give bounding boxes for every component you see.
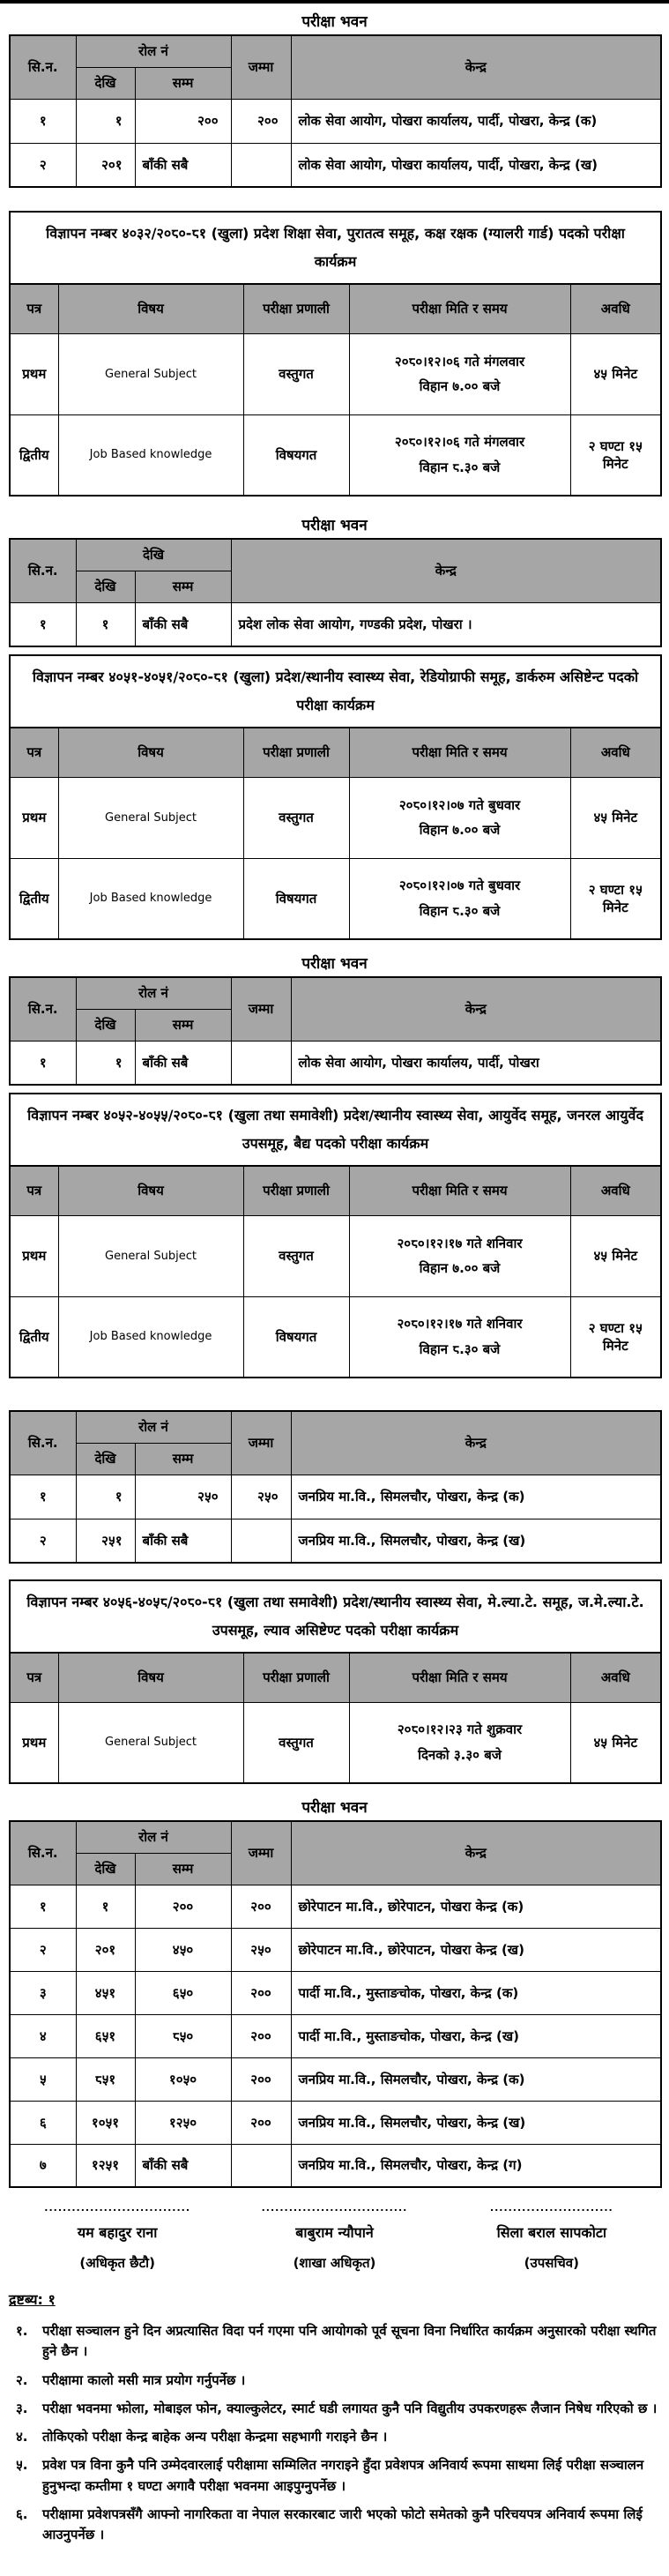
signatory-name: यम बहादुर राना <box>77 2224 158 2241</box>
cell-roll-from: १ <box>76 99 135 143</box>
note-text: परीक्षामा कालो मसी मात्र प्रयोग गर्नुपर्नेछ । <box>42 2371 246 2388</box>
exam-hall-table-3 <box>9 976 662 1086</box>
cell-exam-system: वस्तुगत <box>243 1702 349 1783</box>
cell-total: २५० <box>231 1928 291 1971</box>
header-duration: अवधि <box>570 1653 661 1702</box>
cell-duration: २ घण्टा १५ मिनेट <box>570 858 661 939</box>
table-row <box>10 1971 661 2014</box>
exam-hall-title: परीक्षा भवन <box>301 13 368 31</box>
header-total: जम्मा <box>231 1411 291 1475</box>
note-text: परीक्षा सञ्चालन हुने दिन अप्रत्यासित विदा पर्न गएमा पनि आयोगको पूर्व सूचना विना निर्धारित कार्यक्रम अनुसारको परीक्षा स्थगित हुने छैन । <box>42 2323 657 2360</box>
table-row <box>10 602 661 646</box>
note-number: १. <box>16 2323 28 2339</box>
cell-subject: General Subject <box>58 1215 243 1296</box>
cell-total <box>231 1041 291 1085</box>
cell-sn: ७ <box>10 2144 76 2187</box>
cell-total: २०० <box>231 99 291 143</box>
cell-roll-to: ४५० <box>135 1928 231 1971</box>
cell-exam-date-time <box>349 1702 570 1783</box>
cell-total: २०० <box>231 1971 291 2014</box>
header-paper: पत्र <box>10 1166 58 1215</box>
table-row <box>10 1041 661 1085</box>
table-row <box>10 2101 661 2144</box>
cell-duration: ४५ मिनेट <box>570 333 661 414</box>
exam-date: २०८०।१२।१७ गते शनिवार <box>397 1235 523 1251</box>
cell-subject: Job Based knowledge <box>58 1296 243 1378</box>
exam-date: २०८०।१२।०६ गते मंगलवार <box>394 353 525 370</box>
header-exam-date-time: परीक्षा मिति र समय <box>349 284 570 333</box>
cell-total: २०० <box>231 2057 291 2101</box>
note-number: ३. <box>16 2400 28 2416</box>
cell-roll-from: ८५१ <box>76 2057 135 2101</box>
cell-sn: ३ <box>10 1971 76 2014</box>
header-row <box>10 284 661 333</box>
cell-roll-to: बाँकी सबै <box>135 143 231 187</box>
table-row <box>10 1475 661 1519</box>
exam-hall-title: परीक्षा भवन <box>301 517 368 534</box>
header-sn: सि.न. <box>10 977 76 1041</box>
header-to: सम्म <box>135 67 231 99</box>
cell-center: जनप्रिय मा.वि., सिमलचौर, पोखरा, केन्द्र (ख) <box>291 2101 661 2144</box>
header-row <box>10 539 661 571</box>
cell-total: २०० <box>231 2101 291 2144</box>
header-roll-no: रोल नं <box>76 1411 231 1443</box>
cell-exam-date-time <box>349 414 570 496</box>
exam-date: २०८०।१२।०६ गते मंगलवार <box>394 434 525 451</box>
cell-center: छोरेपाटन मा.वि., छोरेपाटन, पोखरा केन्द्र (क) <box>291 1885 661 1928</box>
exam-hall-table-5 <box>9 1820 662 2188</box>
advert-section-2 <box>9 654 662 940</box>
cell-total <box>231 143 291 187</box>
header-total: जम्मा <box>231 35 291 99</box>
table-row <box>10 1928 661 1971</box>
cell-subject: General Subject <box>58 777 243 858</box>
cell-sn: ५ <box>10 2057 76 2101</box>
cell-center: पार्दी मा.वि., मुस्ताङचोक, पोखरा, केन्द्र (ख) <box>291 2014 661 2057</box>
header-sn: सि.न. <box>10 35 76 99</box>
signature <box>9 2202 226 2272</box>
exam-hall-table-1 <box>9 34 662 188</box>
header-paper: पत्र <box>10 728 58 777</box>
signatory-designation: (उपसचिव) <box>524 2255 579 2271</box>
cell-duration: ४५ मिनेट <box>570 1215 661 1296</box>
signature-block <box>9 2202 660 2272</box>
cell-exam-date-time <box>349 777 570 858</box>
table-row <box>10 2057 661 2101</box>
cell-exam-date-time <box>349 333 570 414</box>
header-exam-date-time: परीक्षा मिति र समय <box>349 1653 570 1702</box>
advert-section-3 <box>9 1093 662 1378</box>
cell-sn: १ <box>10 1041 76 1085</box>
header-exam-system: परीक्षा प्रणाली <box>243 284 349 333</box>
cell-center: लोक सेवा आयोग, पोखरा कार्यालय, पार्दी, पोखरा, केन्द्र (क) <box>291 99 661 143</box>
exam-date: २०८०।१२।२३ गते शुक्रवार <box>397 1721 523 1738</box>
table-row <box>10 1885 661 1928</box>
note-text: तोकिएको परीक्षा केन्द्र बाहेक अन्य परीक्षा केन्द्रमा सहभागी गराइने छैन । <box>42 2429 388 2445</box>
note-item <box>9 2321 660 2363</box>
exam-time: विहान ७.०० बजे <box>419 1260 501 1276</box>
advert-heading-row <box>10 1580 661 1653</box>
advert-heading: विज्ञापन नम्बर ४०५२-४०५५/२०८०-८१ (खुला तथा समावेशी) प्रदेश/स्थानीय स्वास्थ्य सेवा, आयुर्वेद समूह, जनरल आयुर्वेद उपसमूह, बैद्य पदको परीक्षा कार्यक्रम <box>10 1094 661 1166</box>
cell-sn: २ <box>10 143 76 187</box>
note-item <box>9 2371 660 2391</box>
header-row <box>10 1653 661 1702</box>
header-duration: अवधि <box>570 284 661 333</box>
cell-center: पार्दी मा.वि., मुस्ताङचोक, पोखरा, केन्द्र (क) <box>291 1971 661 2014</box>
signatory-designation: (अधिकृत छैटौ) <box>79 2255 155 2271</box>
cell-roll-from: २०१ <box>76 143 135 187</box>
table-row <box>10 414 661 496</box>
header-from: देखि <box>76 1443 135 1475</box>
note-item <box>9 2427 660 2447</box>
header-center: केन्द्र <box>231 539 661 602</box>
header-row <box>10 1411 661 1443</box>
table-row <box>10 1215 661 1296</box>
cell-paper: द्वितीय <box>10 858 58 939</box>
header-to: सम्म <box>135 571 231 602</box>
exam-time: विहान ८.३० बजे <box>419 902 501 919</box>
header-to: सम्म <box>135 1853 231 1885</box>
advert-heading-row <box>10 1094 661 1166</box>
note-number: ५. <box>16 2457 28 2474</box>
cell-roll-from: १ <box>76 1041 135 1085</box>
header-from: देखि <box>76 571 135 602</box>
signature-dotted-line: ........................... <box>489 2202 613 2214</box>
cell-paper: द्वितीय <box>10 1296 58 1378</box>
advert-heading-row <box>10 655 661 728</box>
cell-roll-from: १२५१ <box>76 2144 135 2187</box>
cell-exam-system: वस्तुगत <box>243 333 349 414</box>
cell-exam-date-time <box>349 858 570 939</box>
note-item <box>9 2505 660 2546</box>
cell-exam-system: विषयगत <box>243 858 349 939</box>
cell-roll-to: २०० <box>135 1885 231 1928</box>
notes-list <box>9 2321 660 2545</box>
exam-hall-table-4 <box>9 1410 662 1564</box>
cell-paper: प्रथम <box>10 1702 58 1783</box>
cell-roll-to: १०५० <box>135 2057 231 2101</box>
signatory-name: बाबुराम न्यौपाने <box>295 2224 374 2241</box>
cell-exam-system: वस्तुगत <box>243 777 349 858</box>
header-center: केन्द्र <box>291 1411 661 1475</box>
cell-center: जनप्रिय मा.वि., सिमलचौर, पोखरा, केन्द्र (क) <box>291 2057 661 2101</box>
cell-roll-from: २०१ <box>76 1928 135 1971</box>
cell-roll-from: १ <box>76 1885 135 1928</box>
cell-center: प्रदेश लोक सेवा आयोग, गण्डकी प्रदेश, पोखरा । <box>231 602 661 646</box>
table-row <box>10 2014 661 2057</box>
cell-sn: १ <box>10 99 76 143</box>
cell-sn: १ <box>10 602 76 646</box>
header-roll-no: रोल नं <box>76 35 231 67</box>
table-row <box>10 858 661 939</box>
header-roll-no: देखि <box>76 539 231 571</box>
exam-date: २०८०।१२।०७ गते बुधवार <box>398 877 521 894</box>
note-number: २. <box>16 2371 28 2388</box>
table-row <box>10 99 661 143</box>
header-to: सम्म <box>135 1009 231 1041</box>
cell-roll-to: २०० <box>135 99 231 143</box>
exam-time: विहान ७.०० बजे <box>419 378 501 394</box>
header-center: केन्द्र <box>291 35 661 99</box>
cell-sn: १ <box>10 1885 76 1928</box>
table-row <box>10 1296 661 1378</box>
cell-roll-from: १ <box>76 602 135 646</box>
note-text: परीक्षा भवनमा झोला, मोबाइल फोन, क्याल्कुलेटर, स्मार्ट घडी लगायत कुनै पनि विद्युतीय उपकरणहरू लैजान निषेध गरिएको छ । <box>42 2400 658 2416</box>
cell-exam-date-time <box>349 1296 570 1378</box>
header-roll-no: रोल नं <box>76 977 231 1009</box>
header-subject: विषय <box>58 1653 243 1702</box>
cell-paper: द्वितीय <box>10 414 58 496</box>
header-duration: अवधि <box>570 1166 661 1215</box>
exam-date: २०८०।१२।०७ गते बुधवार <box>398 796 521 813</box>
table-row <box>10 2144 661 2187</box>
cell-total: २०० <box>231 1885 291 1928</box>
cell-roll-to: १२५० <box>135 2101 231 2144</box>
header-total: जम्मा <box>231 1821 291 1885</box>
cell-roll-to: बाँकी सबै <box>135 2144 231 2187</box>
cell-subject: General Subject <box>58 1702 243 1783</box>
header-exam-date-time: परीक्षा मिति र समय <box>349 1166 570 1215</box>
header-sn: सि.न. <box>10 539 76 602</box>
header-from: देखि <box>76 1009 135 1041</box>
header-exam-system: परीक्षा प्रणाली <box>243 1653 349 1702</box>
cell-sn: २ <box>10 1928 76 1971</box>
cell-subject: Job Based knowledge <box>58 414 243 496</box>
table-row <box>10 1519 661 1563</box>
note-item <box>9 2399 660 2419</box>
document-content <box>0 4 669 2576</box>
exam-date: २०८०।१२।१७ गते शनिवार <box>397 1316 523 1333</box>
header-to: सम्म <box>135 1443 231 1475</box>
header-exam-system: परीक्षा प्रणाली <box>243 1166 349 1215</box>
table-row <box>10 1702 661 1783</box>
header-row <box>10 1166 661 1215</box>
cell-roll-to: बाँकी सबै <box>135 602 231 646</box>
cell-roll-from: १०५१ <box>76 2101 135 2144</box>
cell-exam-system: विषयगत <box>243 414 349 496</box>
header-paper: पत्र <box>10 1653 58 1702</box>
signature <box>226 2202 442 2272</box>
advert-heading: विज्ञापन नम्बर ४०५६-४०५८/२०८०-८१ (खुला तथा समावेशी) प्रदेश/स्थानीय स्वास्थ्य सेवा, मे.ल्या.टे. समूह, ज.मे.ल्या.टे. उपसमूह, ल्याव असिष्टेण्ट पदको परीक्षा कार्यक्रम <box>10 1580 661 1653</box>
header-center: केन्द्र <box>291 1821 661 1885</box>
cell-center: लोक सेवा आयोग, पोखरा कार्यालय, पार्दी, पोखरा <box>291 1041 661 1085</box>
cell-subject: General Subject <box>58 333 243 414</box>
header-total: जम्मा <box>231 977 291 1041</box>
notes-heading: द्रष्टब्य: १ <box>9 2291 56 2308</box>
cell-duration: ४५ मिनेट <box>570 777 661 858</box>
cell-paper: प्रथम <box>10 333 58 414</box>
cell-roll-from: ६५१ <box>76 2014 135 2057</box>
cell-center: लोक सेवा आयोग, पोखरा कार्यालय, पार्दी, पोखरा, केन्द्र (ख) <box>291 143 661 187</box>
exam-hall-title: परीक्षा भवन <box>301 955 368 973</box>
cell-paper: प्रथम <box>10 777 58 858</box>
cell-center: छोरेपाटन मा.वि., छोरेपाटन, पोखरा केन्द्र (ख) <box>291 1928 661 1971</box>
header-subject: विषय <box>58 284 243 333</box>
header-from: देखि <box>76 1853 135 1885</box>
header-roll-no: रोल नं <box>76 1821 231 1853</box>
cell-duration: २ घण्टा १५ मिनेट <box>570 414 661 496</box>
signatory-name: सिला बराल सापकोटा <box>496 2224 607 2241</box>
cell-total <box>231 2144 291 2187</box>
note-text: परीक्षामा प्रवेशपत्रसँगै आफ्नो नागरिकता वा नेपाल सरकारबाट जारी भएको फोटो समेतको कुनै परिचयपत्र अनिवार्य रूपमा लिई आउनुपर्नेछ । <box>42 2505 643 2542</box>
table-row <box>10 777 661 858</box>
header-subject: विषय <box>58 1166 243 1215</box>
advert-heading-row <box>10 212 661 284</box>
header-row <box>10 728 661 777</box>
header-exam-date-time: परीक्षा मिति र समय <box>349 728 570 777</box>
cell-exam-system: विषयगत <box>243 1296 349 1378</box>
note-number: ४. <box>16 2429 28 2445</box>
cell-roll-from: २५१ <box>76 1519 135 1563</box>
header-sn: सि.न. <box>10 1821 76 1885</box>
exam-time: विहान ८.३० बजे <box>419 1340 501 1357</box>
cell-total: २०० <box>231 2014 291 2057</box>
cell-sn: १ <box>10 1475 76 1519</box>
signature-dotted-line: ................................ <box>261 2202 408 2214</box>
table-row <box>10 143 661 187</box>
advert-heading: विज्ञापन नम्बर ४०५१-४०५१/२०८०-८१ (खुला) प्रदेश/स्थानीय स्वास्थ्य सेवा, रेडियोग्राफी समूह, डार्करुम असिष्टेन्ट पदको परीक्षा कार्यक्रम <box>10 655 661 728</box>
exam-time: विहान ८.३० बजे <box>419 459 501 475</box>
note-text: प्रवेश पत्र विना कुनै पनि उम्मेदवारलाई परीक्षामा सम्मिलित नगराइने हुँदा प्रवेशपत्र अनिवार्य रूपमा साथमा लिई परीक्षा सञ्चालन हुनुभन्दा कम्तीमा १ घण्टा अगावै परीक्षा भवनमा आइपुग्नुपर्नेछ । <box>42 2457 644 2494</box>
advert-section-1 <box>9 211 662 497</box>
header-paper: पत्र <box>10 284 58 333</box>
cell-total: २५० <box>231 1475 291 1519</box>
note-number: ६. <box>16 2505 28 2522</box>
signature-dotted-line: ................................ <box>44 2202 191 2214</box>
header-from: देखि <box>76 67 135 99</box>
cell-roll-from: १ <box>76 1475 135 1519</box>
table-row <box>10 333 661 414</box>
cell-total <box>231 1519 291 1563</box>
header-row <box>10 35 661 67</box>
header-row <box>10 977 661 1009</box>
cell-exam-system: वस्तुगत <box>243 1215 349 1296</box>
cell-duration: ४५ मिनेट <box>570 1702 661 1783</box>
cell-center: जनप्रिय मा.वि., सिमलचौर, पोखरा, केन्द्र (क) <box>291 1475 661 1519</box>
cell-subject: Job Based knowledge <box>58 858 243 939</box>
header-duration: अवधि <box>570 728 661 777</box>
cell-roll-to: ६५० <box>135 1971 231 2014</box>
cell-sn: ६ <box>10 2101 76 2144</box>
cell-center: जनप्रिय मा.वि., सिमलचौर, पोखरा, केन्द्र (ख) <box>291 1519 661 1563</box>
cell-sn: २ <box>10 1519 76 1563</box>
cell-exam-date-time <box>349 1215 570 1296</box>
cell-roll-to: बाँकी सबै <box>135 1519 231 1563</box>
cell-roll-to: ८५० <box>135 2014 231 2057</box>
cell-roll-to: बाँकी सबै <box>135 1041 231 1085</box>
signature <box>443 2202 660 2272</box>
exam-time: विहान ७.०० बजे <box>419 822 501 838</box>
exam-hall-title: परीक्षा भवन <box>301 1799 368 1817</box>
header-subject: विषय <box>58 728 243 777</box>
header-center: केन्द्र <box>291 977 661 1041</box>
header-exam-system: परीक्षा प्रणाली <box>243 728 349 777</box>
advert-section-4 <box>9 1579 662 1784</box>
exam-hall-table-2 <box>9 538 662 647</box>
cell-roll-from: ४५१ <box>76 1971 135 2014</box>
header-sn: सि.न. <box>10 1411 76 1475</box>
signatory-designation: (शाखा अधिकृत) <box>293 2255 376 2271</box>
note-item <box>9 2455 660 2497</box>
cell-sn: ४ <box>10 2014 76 2057</box>
cell-duration: २ घण्टा १५ मिनेट <box>570 1296 661 1378</box>
cell-roll-to: २५० <box>135 1475 231 1519</box>
cell-paper: प्रथम <box>10 1215 58 1296</box>
exam-time: दिनको ३.३० बजे <box>418 1746 502 1763</box>
advert-heading: विज्ञापन नम्बर ४०३२/२०८०-८१ (खुला) प्रदेश शिक्षा सेवा, पुरातत्व समूह, कक्ष रक्षक (ग्यालरी गार्ड) पदको परीक्षा कार्यक्रम <box>10 212 661 284</box>
header-row <box>10 1821 661 1853</box>
cell-center: जनप्रिय मा.वि., सिमलचौर, पोखरा, केन्द्र (ग) <box>291 2144 661 2187</box>
